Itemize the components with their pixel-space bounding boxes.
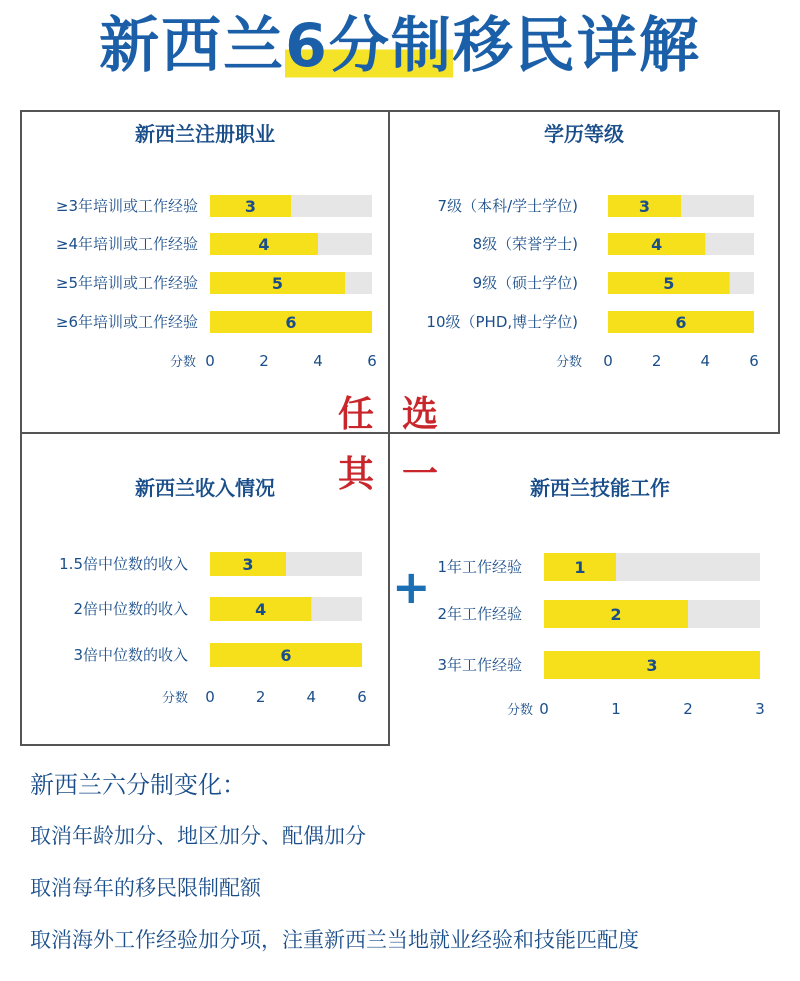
tick-label: 4 xyxy=(306,688,317,706)
title-highlight: 6分制 xyxy=(285,11,453,81)
choose-char-3: 其 xyxy=(338,454,375,495)
tick-label: 0 xyxy=(205,352,215,370)
panel-title-occupation: 新西兰注册职业 xyxy=(135,122,275,146)
data-label: 3 xyxy=(244,197,257,216)
category-label: 7级（本科/学士学位) xyxy=(437,197,578,215)
data-label: 5 xyxy=(663,274,675,293)
axis-label: 分数 xyxy=(161,691,188,706)
category-label: ≥4年培训或工作经验 xyxy=(55,235,198,253)
tick-label: 3 xyxy=(755,700,765,718)
data-label: 1 xyxy=(574,558,586,577)
panel-title-income: 新西兰收入情况 xyxy=(135,476,275,500)
data-label: 6 xyxy=(285,313,297,332)
category-label: 2年工作经验 xyxy=(437,605,522,623)
data-label: 6 xyxy=(280,646,292,665)
plus-icon: + xyxy=(392,560,431,614)
notes-heading: 新西兰六分制变化： xyxy=(30,771,246,799)
tick-label: 0 xyxy=(539,700,549,718)
data-label: 3 xyxy=(638,197,651,216)
category-label: 9级（硕士学位) xyxy=(472,274,578,292)
category-label: 2倍中位数的收入 xyxy=(73,600,188,618)
category-label: 10级（PHD,博士学位) xyxy=(426,313,578,331)
tick-label: 2 xyxy=(651,352,662,370)
tick-label: 0 xyxy=(603,352,613,370)
category-label: 8级（荣誉学士) xyxy=(472,235,578,253)
category-label: ≥5年培训或工作经验 xyxy=(55,274,198,292)
tick-label: 6 xyxy=(367,352,377,370)
tick-label: 4 xyxy=(700,352,711,370)
category-label: ≥3年培训或工作经验 xyxy=(55,197,198,215)
data-label: 2 xyxy=(610,605,622,624)
tick-label: 2 xyxy=(259,352,269,370)
data-label: 4 xyxy=(651,235,663,254)
notes-item: 取消每年的移民限制配额 xyxy=(30,876,261,900)
tick-label: 0 xyxy=(205,688,215,706)
data-label: 5 xyxy=(271,274,284,293)
tick-label: 6 xyxy=(749,352,759,370)
data-label: 3 xyxy=(242,555,254,574)
tick-label: 4 xyxy=(313,352,323,370)
category-label: 1.5倍中位数的收入 xyxy=(59,555,188,573)
axis-label: 分数 xyxy=(506,703,533,718)
category-label: ≥6年培训或工作经验 xyxy=(55,313,198,331)
data-label: 4 xyxy=(258,235,270,254)
data-label: 4 xyxy=(255,600,267,619)
tick-label: 1 xyxy=(611,700,621,718)
choose-char-4: 一 xyxy=(402,454,439,495)
panel-title-skill: 新西兰技能工作 xyxy=(530,476,670,500)
tick-label: 2 xyxy=(683,700,693,718)
category-label: 3年工作经验 xyxy=(437,656,522,674)
title-part-3: 移民详解 xyxy=(452,11,701,81)
data-label: 3 xyxy=(646,656,658,675)
tick-label: 6 xyxy=(357,688,367,706)
title-part-1: 新西兰 xyxy=(99,11,286,81)
notes-item: 取消年龄加分、地区加分、配偶加分 xyxy=(30,824,366,848)
axis-label: 分数 xyxy=(169,355,196,370)
panel-title-education: 学历等级 xyxy=(544,122,624,146)
category-label: 1年工作经验 xyxy=(437,558,522,576)
axis-label: 分数 xyxy=(555,355,582,370)
notes-item: 取消海外工作经验加分项，注重新西兰当地就业经验和技能匹配度 xyxy=(30,928,639,952)
tick-label: 2 xyxy=(255,688,266,706)
notes-section xyxy=(30,765,790,976)
category-label: 3倍中位数的收入 xyxy=(73,646,188,664)
choose-char-1: 任 xyxy=(338,394,375,435)
choose-char-2: 选 xyxy=(402,394,439,435)
data-label: 6 xyxy=(675,313,687,332)
